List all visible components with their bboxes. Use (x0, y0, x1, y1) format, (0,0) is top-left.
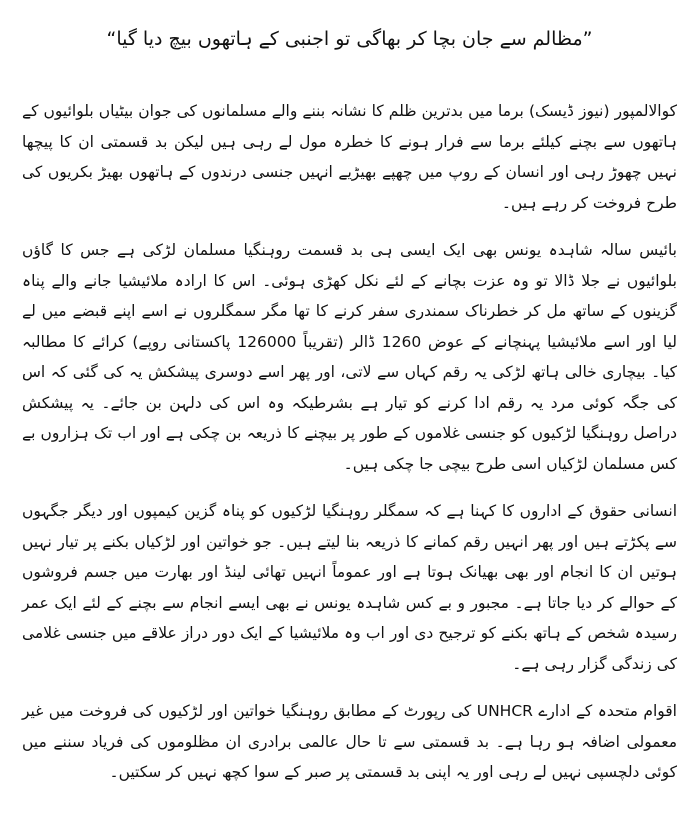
article (22, 24, 677, 788)
article-paragraph-1: کوالالمپور (نیوز ڈیسک) برما میں بدترین ظلم کا نشانہ بننے والے مسلمانوں کی جوان بیٹیاں بلوائیوں کے ہاتھوں سے بچنے کیلئے برما سے فرار ہونے کا خطرہ مول لے رہی ہیں لیکن بد قسمتی ان کا پیچھا نہیں چھوڑ رہی اور انسان کے روپ میں چھپے بھیڑیے انہیں جنسی درندوں کے ہاتھوں بھیڑ بکریوں کی طرح فروخت کر رہے ہیں۔ (22, 102, 677, 212)
article-paragraph-4: اقوام متحدہ کے ادارے UNHCR کی رپورٹ کے مطابق روہنگیا خواتین اور لڑکیوں کی فروخت میں غیر معمولی اضافہ ہو رہا ہے۔ بد قسمتی سے تا حال عالمی برادری ان مظلوموں کی فریاد سننے میں کوئی دلچسپی نہیں لے رہی اور یہ اپنی بد قسمتی پر صبر کے سوا کچھ نہیں کر سکتیں۔ (22, 702, 677, 781)
article-paragraph-3: انسانی حقوق کے اداروں کا کہنا ہے کہ سمگلر روہنگیا لڑکیوں کو پناہ گزین کیمپوں اور دیگر جگہوں سے پکڑتے ہیں اور پھر انہیں رقم کمانے کا ذریعہ بنا لیتے ہیں۔ جو خواتین اور لڑکیاں بکنے پر تیار نہیں ہوتیں ان کا انجام اور بھی بھیانک ہوتا ہے اور عموماً انہیں تھائی لینڈ اور بھارت میں جسم فروشوں کے حوالے کر دیا جاتا ہے۔ مجبور و بے کس شاہدہ یونس نے بھی ایسے انجام سے بچنے کے لئے ایک عمر رسیدہ شخص کے ہاتھ بکنے کو ترجیح دی اور اب وہ ملائیشیا کے ایک دور دراز علاقے میں جنسی غلامی کی زندگی گزار رہی ہے۔ (22, 502, 677, 673)
article-paragraph-2: بائیس سالہ شاہدہ یونس بھی ایک ایسی ہی بد قسمت روہنگیا مسلمان لڑکی ہے جس کا گاؤں بلوائیوں نے جلا ڈالا تو وہ عزت بچانے کے لئے نکل کھڑی ہوئی۔ اس کا ارادہ ملائیشیا جانے والے پناہ گزینوں کے ساتھ مل کر خطرناک سمندری سفر کرنے کا تھا مگر سمگلروں نے اسے اپنے قبضے میں لے لیا اور اسے ملائیشیا پہنچانے کے عوض 1260 ڈالر (تقریباً 126000 پاکستانی روپے) کرائے کا مطالبہ کیا۔ بیچاری خالی ہاتھ لڑکی یہ رقم کہاں سے لاتی، اور پھر اسے دوسری پیشکش یہ کی گئی کہ اس کی جگہ کوئی مرد یہ رقم ادا کرنے کو تیار ہے بشرطیکہ وہ اس کی دلہن بن جائے۔ یہ پیشکش دراصل روہنگیا لڑکیوں کو جنسی غلاموں کے طور پر بیچنے کا ذریعہ بن چکی ہے اور اب تک ہزاروں بے کس مسلمان لڑکیاں اسی طرح بیچی جا چکی ہیں۔ (22, 241, 678, 473)
article-headline: ”مظالم سے جان بچا کر بھاگی تو اجنبی کے ہاتھوں بیچ دیا گیا“ (106, 28, 593, 50)
